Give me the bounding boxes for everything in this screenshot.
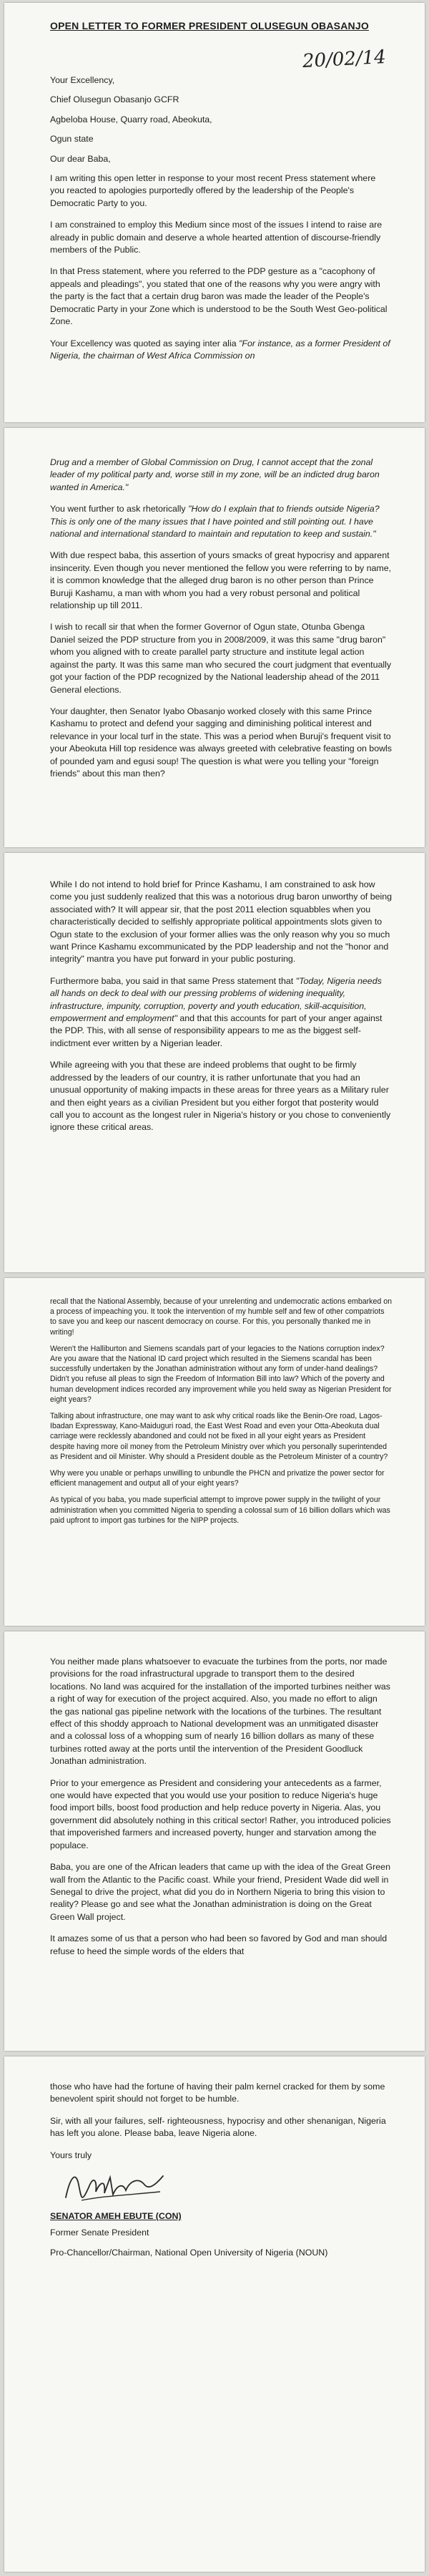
quote-paragraph: Drug and a member of Global Commission on Drug, I cannot accept that the zonal leader of my political party and, worse still in my zone, will be an indicted drug baron wanted in America." <box>50 457 380 492</box>
paragraph-text: Your Excellency was quoted as saying inter alia <box>50 338 240 348</box>
paragraph: With due respect baba, this assertion of yours smacks of great hypocrisy and apparent insincerity. Even though you never mentioned the fellow you were referring to by name, it is common knowledge that the alleged drug baron is no other person than Prince Buruji Kashamu, a man with whom you had a very robust personal and political relationship up till 2011. <box>50 550 392 611</box>
signature-icon <box>60 2163 167 2209</box>
recipient-address-1: Agbeloba House, Quarry road, Abeokuta, <box>50 114 212 125</box>
quote-text: "For instance, as a former President of Nigeria, the chairman of West Africa Commission on <box>50 338 390 361</box>
paragraph: those who have had the fortune of having their palm kernel cracked for them by some benevolent spirit should not forget to be humble. <box>50 2082 385 2104</box>
signer-name: SENATOR AMEH EBUTE (CON) <box>50 2211 182 2222</box>
letter-page-3 <box>4 853 425 1272</box>
paragraph: I am writing this open letter in response to your most recent Press statement where you reacted to apologies purportedly offered by the leadership of the People's Democratic Party to you. <box>50 173 376 208</box>
closing: Yours truly <box>50 2150 92 2160</box>
letter-page-5 <box>4 1631 425 2051</box>
paragraph: While I do not intend to hold brief for Prince Kashamu, I am constrained to ask how come you just suddenly realized that this was a notorious drug baron unworthy of being associated with? It will appear sir, that the post 2011 election squabbles when you characteristically decided to selfishly appropriate political appointments slots given to Ogun state to the exclusion of your former allies was the only reason why you so much want Prince Kashamu excommunicated by the PDP leadership and not the "honor and integrity" mantra you have put forward in your public posturing. <box>50 879 393 965</box>
paragraph: You neither made plans whatsoever to evacuate the turbines from the ports, nor made provisions for the road infrastructural upgrade to transport them to the desired locations. No land was acquired for the installation of the imported turbines neither was a right of way for execution of the project acquired. Also, you made no effort to align the gas national gas pipeline network with the locations of the turbines. The resultant effect of this shoddy approach to National development was an unmitigated disaster and a colossal loss of a whopping sum of nearly 16 billion dollars as many of these turbines rotted away at the ports until the intervention of the President Goodluck Jonathan administration. <box>50 1657 390 1767</box>
paragraph: Prior to your emergence as President and considering your antecedents as a farmer, one would have expected that you would use your position to reduce Nigeria's huge food import bills, boost food production and help reduce poverty in Nigeria. Alas, you government did absolutely nothing in this critical sector! Rather, you introduced policies that impoverished farmers and increased poverty, hunger and starvation among the populace. <box>50 1777 391 1850</box>
paragraph: Baba, you are one of the African leaders that came up with the idea of the Great Green wall from the Atlantic to the Pacific coast. While your friend, President Wade did well in Senegal to drive the project, what did you do in Northern Nigeria to bring this vision to reality? Please go and see what the Jonathan administration is doing on the Great Green Wall project. <box>50 1862 390 1922</box>
paragraph: Sir, with all your failures, self- righteousness, hypocrisy and other shenanigan, Nigeria has left you alone. Please baba, leave Nigeria alone. <box>50 2115 386 2139</box>
paragraph: In that Press statement, where you referred to the PDP gesture as a "cacophony of appeals and pleadings", you stated that one of the reasons why you were angry with the party is the fact that a certain drug baron was made the leader of the People's Democratic Party in your Zone which is understood to be the South West Geo-political Zone. <box>50 266 388 327</box>
paragraph: I wish to recall sir that when the former Governor of Ogun state, Otunba Gbenga Daniel seized the PDP structure from you in 2008/2009, it was this same "drug baron" whom you aligned with to create parallel party structure and institute legal action against the party. It was this same man who secured the court judgment that eventually got your faction of the PDP recognized by the National leadership ahead of the 2011 General elections. <box>50 622 392 695</box>
paragraph: Talking about infrastructure, one may want to ask why critical roads like the Benin-Ore road, Lagos-Ibadan Expressway, Kano-Maiduguri road, the East West Road and even your Otta-Abeokuta dual carriage were recklessly abandoned and could not be fixed in all your eight years as President despite having more oil money from the Petroleum Ministry over which you personally superintended as President and oil Minister. Why should a President double as the Petroleum Minister of a country? <box>50 1412 388 1461</box>
letter-page-6 <box>4 2057 425 2572</box>
quote-text: "How do I explain that to friends outside Nigeria? This is only one of the many issues that I have pointed and still pointing out. I have national and international standard to maintain and reputation to keep and sustain." <box>50 504 380 540</box>
paragraph: While agreeing with you that these are indeed problems that ought to be firmly addressed by the leaders of our country, it is rather unfortunate that you had an unusual opportunity of making impacts in these areas for three years as a Military ruler and then eight years as a civilian President but you either forgot that posterity would call you to account as the longest ruler in Nigeria's history or you chose to conveniently ignore these critical areas. <box>50 1060 391 1133</box>
paragraph <box>50 338 392 363</box>
paragraph: Why were you unable or perhaps unwilling to unbundle the PHCN and privatize the power sector for efficient management and output all of your eight years? <box>50 1469 385 1488</box>
paragraph <box>50 975 392 1050</box>
salutation-line: Your Excellency, <box>50 75 115 85</box>
recipient-address-2: Ogun state <box>50 134 94 145</box>
greeting: Our dear Baba, <box>50 153 111 164</box>
paragraph: It amazes some of us that a person who had been so favored by God and man should refuse to heed the simple words of the elders that <box>50 1933 388 1956</box>
signer-role: Former Senate President <box>50 2228 149 2238</box>
letter-title: OPEN LETTER TO FORMER PRESIDENT OLUSEGUN OBASANJO <box>50 20 369 31</box>
paragraph-text: Furthermore baba, you said in that same Press statement that <box>50 975 296 986</box>
letter-page-2 <box>4 428 425 847</box>
paragraph-text: You went further to ask rhetorically <box>50 504 189 514</box>
paragraph: As typical of you baba, you made superficial attempt to improve power supply in the twilight of your administration when you committed Nigeria to spending a colossal sum of 16 billion dollars which was paid upfront to import gas turbines for the NIPP projects. <box>50 1496 390 1525</box>
paragraph: Your daughter, then Senator Iyabo Obasanjo worked closely with this same Prince Kashamu to protect and defend your sagging and diminishing political interest and relevance in your local turf in the state. This was a period when Buruji's frequent visit to your Abeokuta Hill top residence was always greeted with celebrative feasting on bowls of pounded yam and egusi soup! The question is what were you telling your "foreign friends" about this man then? <box>50 706 392 779</box>
signer-role: Pro-Chancellor/Chairman, National Open University of Nigeria (NOUN) <box>50 2247 328 2258</box>
recipient-name: Chief Olusegun Obasanjo GCFR <box>50 94 179 105</box>
quote-text: "Today, Nigeria needs all hands on deck to deal with our pressing problems of widening inequality, infrastructure, impunity, corruption, poverty and youth education, skill-acquisition, empowerment and employment" <box>50 975 382 1024</box>
paragraph: I am constrained to employ this Medium since most of the issues I intend to raise are already in public domain and deserve a whole hearted attention of discourse-friendly members of the Public. <box>50 220 383 255</box>
letter-page-4 <box>4 1278 425 1626</box>
handwritten-date: 20/02/14 <box>302 46 387 73</box>
paragraph: Weren't the Halliburton and Siemens scandals part of your legacies to the Nations corruption index? Are you aware that the National ID card project which resulted in the Siemens scandal has been successfully undertaken by the Jonathan administration without any form of under-hand dealings? Didn't you refuse all pleas to sign the Freedom of Information Bill into law? Which of the poverty and human development indices recorded any improvement while you held sway as Nigerian President for eight years? <box>50 1344 392 1404</box>
letter-page-1 <box>4 3 425 422</box>
paragraph-text: and that this accounts for part of your anger against the PDP. This, with all sense of responsibility appears to me as the biggest self-indictment ever written by a Nigerian leader. <box>50 1013 383 1048</box>
paragraph <box>50 503 392 540</box>
paragraph: recall that the National Assembly, because of your unrelenting and undemocratic actions embarked on a process of impeaching you. It took the intervention of my humble self and few of other compatriots to save you and keep our nascent democracy on course. For this, you personally thanked me in writing! <box>50 1297 392 1337</box>
